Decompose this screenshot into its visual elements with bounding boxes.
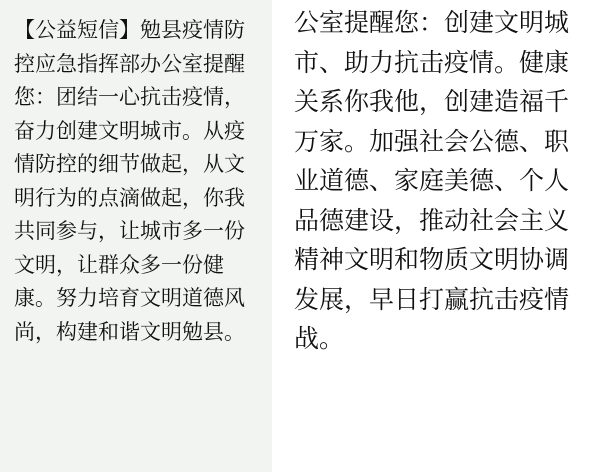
panel-divider <box>272 0 280 472</box>
right-message-panel <box>280 0 600 472</box>
left-message-text: 【公益短信】勉县疫情防控应急指挥部办公室提醒您：团结一心抗击疫情，奋力创建文明城市。从疫情防控的细节做起，从文明行为的点滴做起，你我共同参与，让城市多一份文明，让群众多一份健康。努力培育文明道德风尚，构建和谐文明勉县。 <box>14 19 245 344</box>
left-message-panel <box>0 0 272 472</box>
right-message-text: 公室提醒您：创建文明城市、助力抗击疫情。健康关系你我他，创建造福千万家。加强社会公德、职业道德、家庭美德、个人品德建设，推动社会主义精神文明和物质文明协调发展，早日打赢抗击疫情战。 <box>294 9 570 353</box>
